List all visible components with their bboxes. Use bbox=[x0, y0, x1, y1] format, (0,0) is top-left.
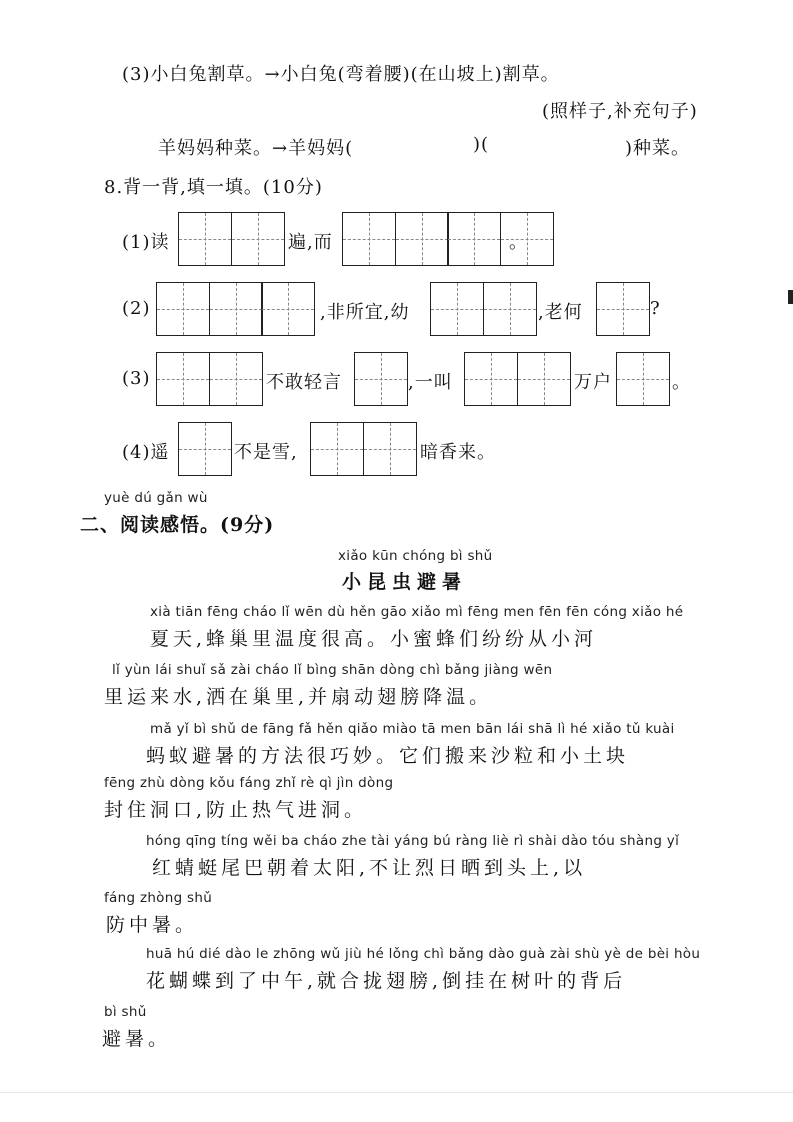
page-edge-mark bbox=[788, 290, 793, 304]
text-line: 蚂蚁避暑的方法很巧妙。它们搬来沙粒和小土块 bbox=[146, 745, 630, 767]
writing-box[interactable] bbox=[363, 422, 417, 476]
row2-boxes-c[interactable] bbox=[596, 282, 650, 336]
writing-box[interactable] bbox=[156, 282, 210, 336]
row3-mid-3: 万户 bbox=[574, 372, 612, 393]
writing-box[interactable] bbox=[209, 282, 263, 336]
writing-box[interactable] bbox=[261, 282, 315, 336]
pinyin-line: xià tiān fēng cháo lǐ wēn dù hěn gāo xiǎo mì fēng men fēn fēn cóng xiǎo hé bbox=[150, 604, 684, 620]
row4-prefix: (4)遥 bbox=[122, 442, 170, 463]
instruction-text: (照样子,补充句子) bbox=[542, 101, 698, 122]
fill-sentence-start: 羊妈妈种菜。→羊妈妈( bbox=[158, 138, 354, 159]
text-line: 防中暑。 bbox=[106, 914, 199, 936]
text-line: 里运来水,洒在巢里,并扇动翅膀降温。 bbox=[104, 686, 493, 708]
row2-boxes-b[interactable] bbox=[430, 282, 537, 336]
writing-box[interactable] bbox=[447, 212, 501, 266]
question-8-header: 8.背一背,填一填。(10分) bbox=[104, 177, 323, 198]
fill-sentence-mid: )( bbox=[473, 134, 490, 155]
writing-box[interactable] bbox=[464, 352, 518, 406]
writing-box[interactable] bbox=[231, 212, 285, 266]
row2-boxes-a[interactable] bbox=[156, 282, 315, 336]
writing-box[interactable] bbox=[156, 352, 210, 406]
writing-box[interactable] bbox=[178, 422, 232, 476]
section2-pinyin: yuè dú gǎn wù bbox=[104, 490, 208, 506]
row2-mid-2: ,老何 bbox=[538, 302, 583, 323]
writing-box[interactable] bbox=[430, 282, 484, 336]
pinyin-line: mǎ yǐ bì shǔ de fāng fǎ hěn qiǎo miào tā men bān lái shā lì hé xiǎo tǔ kuài bbox=[150, 721, 675, 737]
row3-mid-1: 不敢轻言 bbox=[266, 372, 342, 393]
writing-box[interactable] bbox=[342, 212, 396, 266]
pinyin-line: fēng zhù dòng kǒu fáng zhǐ rè qì jìn dòng bbox=[104, 775, 394, 791]
row3-end: 。 bbox=[672, 372, 691, 393]
writing-box[interactable] bbox=[596, 282, 650, 336]
row1-mid: 遍,而 bbox=[288, 232, 333, 253]
row3-boxes-a[interactable] bbox=[156, 352, 263, 406]
title-pinyin: xiǎo kūn chóng bì shǔ bbox=[338, 548, 493, 564]
row2-end: ? bbox=[650, 298, 661, 319]
text-line: 避暑。 bbox=[102, 1028, 172, 1050]
row2-mid-1: ,非所宜,幼 bbox=[320, 302, 410, 323]
page-bottom-divider bbox=[0, 1092, 793, 1093]
row3-boxes-d[interactable] bbox=[616, 352, 670, 406]
pinyin-line: hóng qīng tíng wěi ba cháo zhe tài yáng bú ràng liè rì shài dào tóu shàng yǐ bbox=[146, 833, 680, 849]
row4-mid-1: 不是雪, bbox=[234, 442, 298, 463]
row2-prefix: (2) bbox=[122, 298, 151, 319]
writing-box[interactable] bbox=[483, 282, 537, 336]
writing-box[interactable] bbox=[209, 352, 263, 406]
row1-prefix: (1)读 bbox=[122, 232, 170, 253]
example-sentence: (3)小白兔割草。→小白兔(弯着腰)(在山坡上)割草。 bbox=[122, 64, 560, 85]
fill-sentence-end: )种菜。 bbox=[625, 138, 691, 159]
row3-boxes-c[interactable] bbox=[464, 352, 571, 406]
text-line: 夏天,蜂巢里温度很高。小蜜蜂们纷纷从小河 bbox=[150, 628, 598, 650]
writing-box[interactable] bbox=[310, 422, 364, 476]
pinyin-line: bì shǔ bbox=[104, 1004, 147, 1020]
story-title: 小昆虫避暑 bbox=[342, 571, 468, 593]
pinyin-line: huā hú dié dào le zhōng wǔ jiù hé lǒng chì bǎng dào guà zài shù yè de bèi hòu bbox=[146, 946, 701, 962]
writing-box[interactable] bbox=[354, 352, 408, 406]
text-line: 封住洞口,防止热气进洞。 bbox=[104, 799, 368, 821]
pinyin-line: fáng zhòng shǔ bbox=[104, 890, 213, 906]
fill-blank-1[interactable] bbox=[388, 134, 478, 160]
row4-end: 暗香来。 bbox=[420, 442, 496, 463]
writing-box[interactable] bbox=[616, 352, 670, 406]
fill-blank-2[interactable] bbox=[500, 134, 620, 160]
section2-heading: 二、阅读感悟。(9分) bbox=[80, 514, 275, 536]
writing-box[interactable] bbox=[517, 352, 571, 406]
pinyin-line: lǐ yùn lái shuǐ sǎ zài cháo lǐ bìng shān dòng chì bǎng jiàng wēn bbox=[112, 662, 553, 678]
row3-boxes-b[interactable] bbox=[354, 352, 408, 406]
writing-box[interactable] bbox=[178, 212, 232, 266]
writing-box[interactable] bbox=[395, 212, 449, 266]
row3-prefix: (3) bbox=[122, 368, 151, 389]
row4-boxes-b[interactable] bbox=[310, 422, 417, 476]
row1-end: 。 bbox=[509, 232, 528, 253]
text-line: 花蝴蝶到了中午,就合拢翅膀,倒挂在树叶的背后 bbox=[146, 970, 627, 992]
row3-mid-2: ,一叫 bbox=[408, 372, 453, 393]
row1-boxes-a[interactable] bbox=[178, 212, 285, 266]
text-line: 红蜻蜓尾巴朝着太阳,不让烈日晒到头上,以 bbox=[152, 857, 587, 879]
row4-boxes-a[interactable] bbox=[178, 422, 232, 476]
